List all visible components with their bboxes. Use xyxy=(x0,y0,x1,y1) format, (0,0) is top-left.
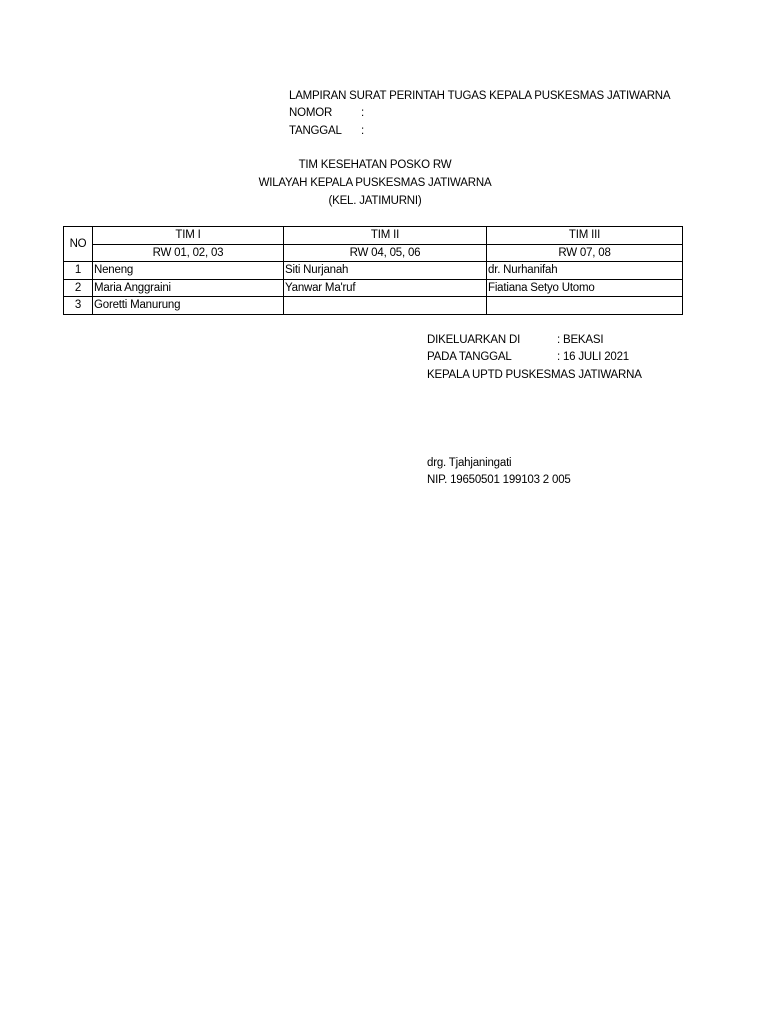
no-column-header: NO xyxy=(64,227,93,262)
issued-date-value: : 16 JULI 2021 xyxy=(557,351,630,363)
team-2-member: Siti Nurjanah xyxy=(284,262,487,280)
tanggal-colon: : xyxy=(361,125,365,137)
team-table xyxy=(63,226,683,315)
team-1-member: Neneng xyxy=(93,262,284,280)
signer-nip: NIP. 19650501 199103 2 005 xyxy=(427,474,571,486)
issued-at-label: DIKELUARKAN DI xyxy=(427,334,521,346)
issued-at-value: : BEKASI xyxy=(557,334,604,346)
signer-position: KEPALA UPTD PUSKESMAS JATIWARNA xyxy=(427,369,642,381)
table-header-row xyxy=(64,227,683,245)
heading-line-2: WILAYAH KEPALA PUSKESMAS JATIWARNA xyxy=(258,177,492,189)
table-row xyxy=(64,279,683,297)
nomor-label: NOMOR xyxy=(289,107,333,119)
team-3-member: dr. Nurhanifah xyxy=(487,262,683,280)
signer-name: drg. Tjahjaningati xyxy=(427,457,512,469)
team-1-header: TIM I xyxy=(93,227,284,245)
team-2-member xyxy=(284,297,487,315)
heading-line-1: TIM KESEHATAN POSKO RW xyxy=(298,159,452,171)
team-2-header: TIM II xyxy=(284,227,487,245)
issued-date-label: PADA TANGGAL xyxy=(427,351,512,363)
team-3-member: Fiatiana Setyo Utomo xyxy=(487,279,683,297)
table-row xyxy=(64,262,683,280)
team-1-member: Goretti Manurung xyxy=(93,297,284,315)
tanggal-label: TANGGAL xyxy=(289,125,342,137)
row-number: 3 xyxy=(64,297,93,315)
document-title: LAMPIRAN SURAT PERINTAH TUGAS KEPALA PUSKESMAS JATIWARNA xyxy=(289,90,671,102)
team-2-rw: RW 04, 05, 06 xyxy=(284,244,487,262)
team-3-header: TIM III xyxy=(487,227,683,245)
heading-line-3: (KEL. JATIMURNI) xyxy=(328,195,422,207)
team-1-rw: RW 01, 02, 03 xyxy=(93,244,284,262)
team-3-member xyxy=(487,297,683,315)
row-number: 2 xyxy=(64,279,93,297)
team-3-rw: RW 07, 08 xyxy=(487,244,683,262)
table-rw-row xyxy=(64,244,683,262)
row-number: 1 xyxy=(64,262,93,280)
table-row xyxy=(64,297,683,315)
team-1-member: Maria Anggraini xyxy=(93,279,284,297)
nomor-colon: : xyxy=(361,107,365,119)
team-2-member: Yanwar Ma'ruf xyxy=(284,279,487,297)
